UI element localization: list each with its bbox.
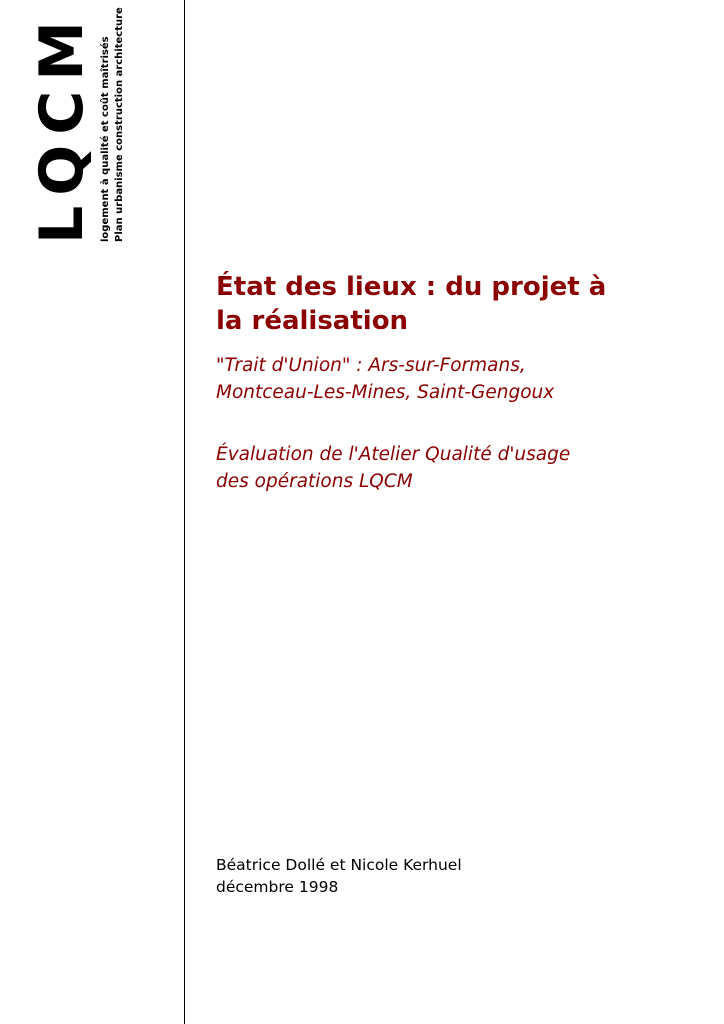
subtitle-evaluation-line-1: Évaluation de l'Atelier Qualité d'usage <box>216 444 571 465</box>
vertical-divider <box>184 0 185 1024</box>
logo-tagline-1: logement à qualité et coût maîtrisés <box>100 36 111 242</box>
author-names: Béatrice Dollé et Nicole Kerhuel <box>216 856 462 874</box>
authors-block <box>216 854 676 898</box>
subtitle-project-line-2: Montceau-Les-Mines, Saint-Gengoux <box>216 382 555 403</box>
title-line-1: État des lieux : du projet à <box>216 272 607 302</box>
subtitle-project <box>216 352 696 406</box>
title-line-2: la réalisation <box>216 306 409 336</box>
lqcm-logo <box>27 7 145 244</box>
subtitle-project-line-1: "Trait d'Union" : Ars-sur-Formans, <box>216 355 526 376</box>
document-title <box>216 270 676 338</box>
subtitle-evaluation-line-2: des opérations LQCM <box>216 471 413 492</box>
logo-letters: LQCM <box>27 11 97 244</box>
logo-tagline-2: Plan urbanisme construction architecture <box>114 7 125 242</box>
subtitle-evaluation <box>216 441 696 495</box>
publication-date: décembre 1998 <box>216 878 339 896</box>
